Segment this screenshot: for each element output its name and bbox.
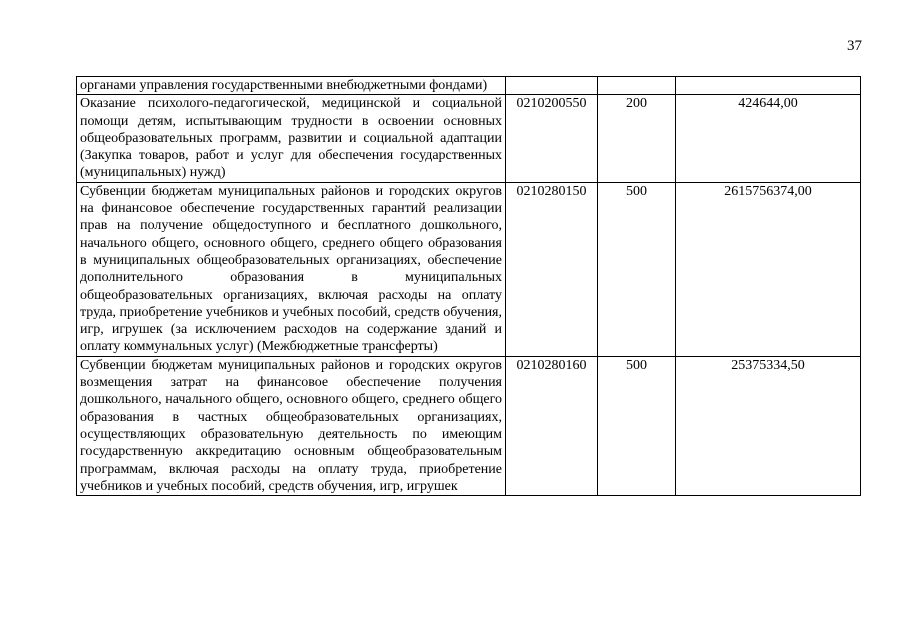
row-description: Субвенции бюджетам муниципальных районов и городских округов на финансовое обеспечение государственных гарантий реализации прав на получение общедоступного и бесплатного дошкольного, начального общего, основного общего, среднего общего образования в муниципальных общеобразовательных организациях, обеспечение дополнительного образования в муниципальных общеобразовательных организациях, включая расходы на оплату труда, приобретение учебников и учебных пособий, средств обучения, игр, игрушек (за исключением расходов на содержание зданий и оплату коммунальных услуг) (Межбюджетные трансферты) — [77, 182, 506, 356]
page-number: 37 — [847, 38, 862, 54]
row-code — [506, 77, 598, 95]
row-expense-type: 500 — [598, 356, 676, 495]
row-code: 0210280150 — [506, 182, 598, 356]
row-description: органами управления государственными внебюджетными фондами) — [77, 77, 506, 95]
row-code: 0210200550 — [506, 95, 598, 182]
table-row — [77, 77, 861, 95]
table-row — [77, 356, 861, 495]
row-amount: 424644,00 — [676, 95, 861, 182]
row-description: Субвенции бюджетам муниципальных районов и городских округов возмещения затрат на финансовое обеспечение получения дошкольного, начального общего, основного общего, среднего общего образования в частных общеобразовательных организациях, осуществляющих образовательную деятельность по имеющим государственную аккредитацию основным общеобразовательным программам, включая расходы на оплату труда, приобретение учебников и учебных пособий, средств обучения, игр, игрушек — [77, 356, 506, 495]
row-expense-type — [598, 77, 676, 95]
table-row — [77, 95, 861, 182]
row-amount — [676, 77, 861, 95]
row-description: Оказание психолого-педагогической, медицинской и социальной помощи детям, испытывающим трудности в освоении основных общеобразовательных программ, развитии и социальной адаптации (Закупка товаров, работ и услуг для обеспечения государственных (муниципальных) нужд) — [77, 95, 506, 182]
row-code: 0210280160 — [506, 356, 598, 495]
table-row — [77, 182, 861, 356]
row-expense-type: 200 — [598, 95, 676, 182]
budget-table — [76, 76, 861, 496]
row-expense-type: 500 — [598, 182, 676, 356]
row-amount: 2615756374,00 — [676, 182, 861, 356]
row-amount: 25375334,50 — [676, 356, 861, 495]
